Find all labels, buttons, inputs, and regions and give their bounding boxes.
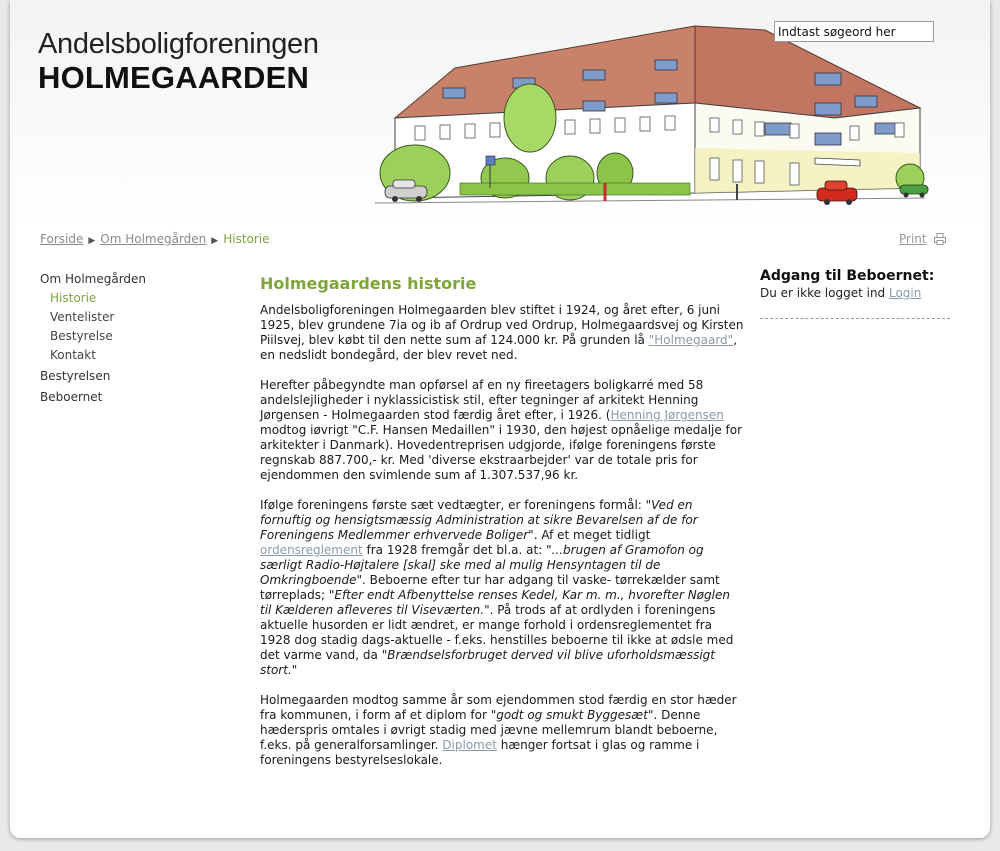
link-ordensreglement[interactable]: ordensreglement [260, 543, 363, 557]
logo-line2[interactable]: HOLMEGAARDEN [38, 60, 310, 95]
nav-subitem-ventelister[interactable]: Ventelister [50, 310, 115, 324]
text: modtog iøvrigt "C.F. Hansen Medaillen" i 1930, den højest opnåelige medalje for arkitekter i Danmark). Hovedentreprisen udgjorde, ifølge foreningens første regnskab 887.700,- kr. Med 'diverse ekstraarbejder' var de totale pris for ejendommen den svimlende sum af 1.307.537,96 kr. [260, 423, 743, 482]
search-input[interactable] [774, 21, 934, 42]
text: . På trods af at ordlyden i foreningens aktuelle husorden er lidt ændret, er mange forhold i ordensreglementet fra 1928 dog stadig dags-aktuelle - f.eks. henstilles beboerne til ikke at ødsle med det varme vand, da [260, 603, 734, 662]
text: Herefter påbegyndte man opførsel af en ny fireetagers boligkarré med 58 andelslejligheder i nyklassicistisk stil, efter tegninger af arkitekt Henning Jørgensen - Holmegaarden stod færdig året efter, i 1926. ( [260, 378, 704, 422]
text: fra 1928 fremgår det bl.a. at: [362, 543, 547, 557]
text: . Beboerne efter tur har adgang til vaske- tørrekælder samt tørreplads; [260, 573, 720, 602]
printer-icon[interactable] [934, 233, 946, 248]
print-control[interactable] [899, 232, 946, 248]
nav-item-om-holmegaarden[interactable]: Om Holmegården [40, 272, 147, 286]
text: . Denne hæderspris omtales i øvrigt stadig med jævne mellemrum blandt beboerne, f.eks. på generalforsamlinger. [260, 708, 718, 752]
breadcrumb-item-om-holmegaarden[interactable]: Om Holmegården [100, 232, 207, 246]
breadcrumb [40, 232, 270, 246]
paragraph-3 [260, 498, 745, 678]
page-container [10, 0, 990, 838]
chevron-right-icon: ▶ [88, 236, 96, 246]
login-link[interactable]: Login [888, 286, 922, 300]
quote: "Brændselsforbruget derved vil blive uforholdsmæssigt stort." [260, 648, 715, 677]
login-status [760, 286, 950, 300]
sidebar-login [760, 268, 950, 319]
login-status-text: Du er ikke logget ind [760, 286, 889, 300]
left-navigation [40, 272, 146, 409]
nav-item-beboernet[interactable]: Beboernet [40, 390, 103, 404]
paragraph-4 [260, 693, 745, 768]
breadcrumb-current: Historie [223, 232, 270, 246]
link-diplomet[interactable]: Diplomet [442, 738, 497, 752]
paragraph-1 [260, 303, 745, 363]
quote: "godt og smukt Byggesæt" [490, 708, 654, 722]
sidebar-title: Adgang til Beboernet: [760, 268, 935, 284]
logo-line1[interactable]: Andelsboligforeningen [38, 28, 319, 60]
text: Andelsboligforeningen Holmegaarden blev stiftet i 1924, og året efter, 6 juni 1925, blev grundene 7ia og ib af Ordrup ved Ordrup, Holmegaardsvej og Kirsten Piilsvej, blev købt til den nette sum af 124.000 kr. På grunden lå [260, 303, 744, 347]
nav-subitem-historie[interactable]: Historie [50, 291, 97, 305]
print-link[interactable]: Print [899, 232, 927, 246]
main-content [260, 276, 745, 783]
chevron-right-icon: ▶ [211, 236, 219, 246]
link-henning-jorgensen[interactable]: Henning Jørgensen [610, 408, 724, 422]
text: Holmegaarden modtog samme år som ejendommen stod færdig en stor hæder fra kommunen, i form af et diplom for [260, 693, 737, 722]
quote: "...brugen af Gramofon og særligt Radio-Højtalere [skal] ske med al mulig Hensyntagen til de Omkringboende" [260, 543, 704, 587]
nav-item-bestyrelsen[interactable]: Bestyrelsen [40, 369, 111, 383]
page-title: Holmegaardens historie [260, 274, 477, 293]
paragraph-2 [260, 378, 745, 483]
nav-subitem-bestyrelse[interactable]: Bestyrelse [50, 329, 113, 343]
text: , en nedslidt bondegård, der blev revet ned. [260, 333, 738, 362]
text: hænger fortsat i glas og ramme i foreningens bestyrelseslokale. [260, 738, 700, 767]
sidebar-divider [760, 318, 950, 319]
text: Ifølge foreningens første sæt vedtægter, er foreningens formål: [260, 498, 646, 512]
quote: "Efter endt Afbenyttelse renses Kedel, Kar m. m., hvorefter Nøglen til Kælderen afleveres til Viseværten." [260, 588, 730, 617]
quote: "Ved en fornuftig og hensigtsmæssig Administration at sikre Bevarelsen af de for Foreningens Medlemmer erhvervede Boliger" [260, 498, 698, 542]
breadcrumb-item-forside[interactable]: Forside [40, 232, 84, 246]
link-holmegaard[interactable]: "Holmegaard" [648, 333, 734, 347]
nav-subitem-kontakt[interactable]: Kontakt [50, 348, 96, 362]
text: . Af et meget tidligt [533, 528, 651, 542]
